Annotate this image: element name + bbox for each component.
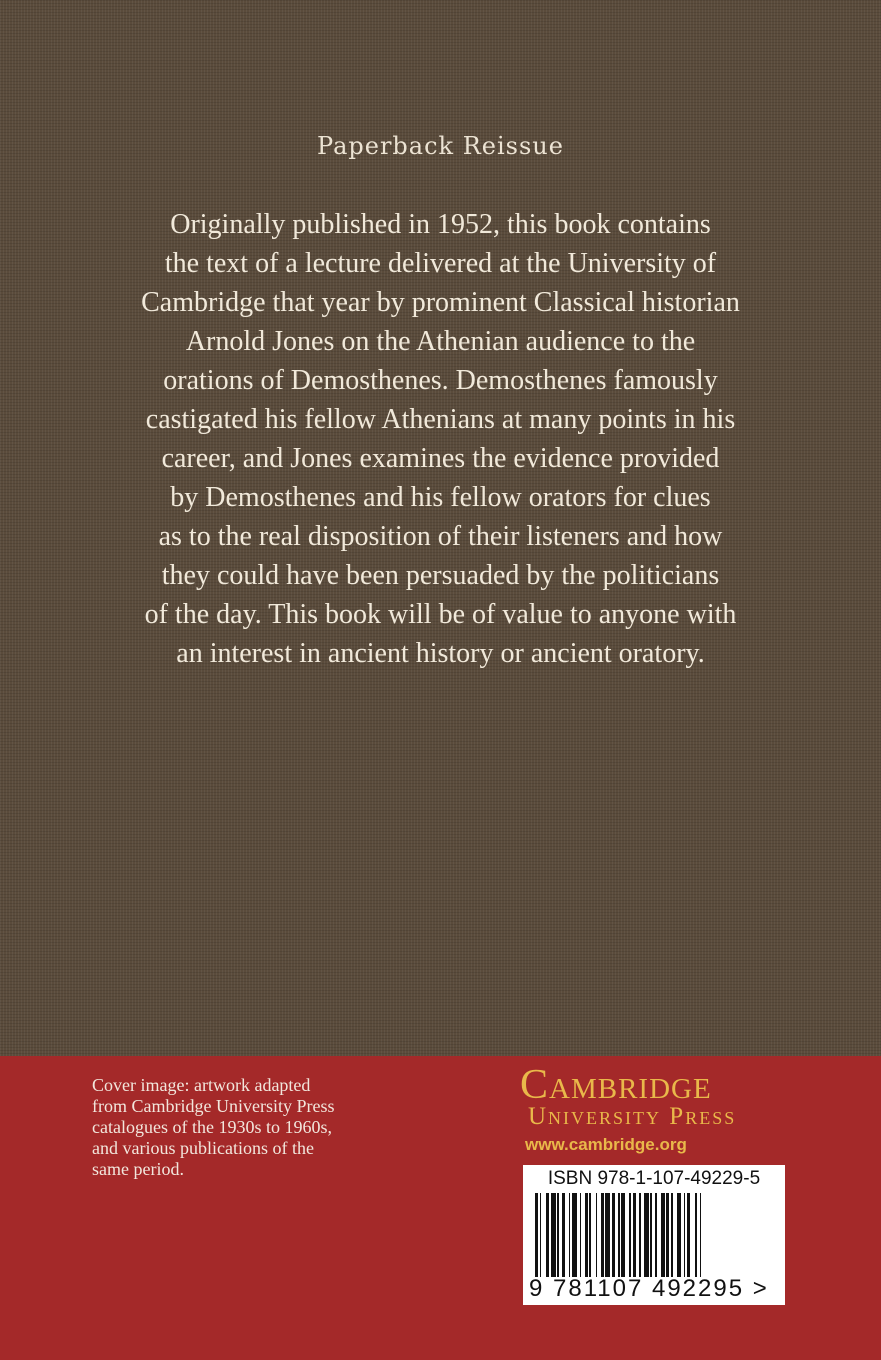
barcode-bar [700,1193,702,1277]
barcode-bar [666,1193,669,1277]
barcode-bar [589,1193,591,1277]
blurb-line: an interest in ancient history or ancient oratory. [176,638,705,669]
barcode-bar [639,1193,641,1277]
blurb-line: as to the real disposition of their listeners and how [158,521,723,552]
barcode-bar [562,1193,565,1277]
barcode-bar [580,1193,582,1277]
barcode-bar [546,1193,549,1277]
barcode-bar [677,1193,680,1277]
barcode-bar [695,1193,697,1277]
barcode-bar [633,1193,636,1277]
blurb-line: the text of a lecture delivered at the University of [164,248,717,279]
barcode-bar [629,1193,631,1277]
ean-digits: 9 781107 492295 > [529,1275,769,1302]
barcode-bar [585,1193,588,1277]
barcode-bar [612,1193,615,1277]
blurb-line: of the day. This book will be of value to anyone with [144,599,737,630]
barcode-bar [650,1193,652,1277]
blurb-line: by Demosthenes and his fellow orators for clues [170,482,711,513]
barcode-bar [644,1193,649,1277]
blurb-line: Cambridge that year by prominent Classical historian [141,287,740,318]
blurb-line: career, and Jones examines the evidence provided [161,443,720,474]
barcode-bar [569,1193,571,1277]
barcode-bar [596,1193,598,1277]
credit-line: Cover image: artwork adapted [92,1075,311,1095]
isbn-label: ISBN 978-1-107-49229-5 [547,1168,761,1189]
barcode-bar [621,1193,624,1277]
barcode-bar [601,1193,604,1277]
publisher-subname [528,1103,788,1131]
barcode-bar [557,1193,559,1277]
credit-line: and various publications of the [92,1138,314,1158]
barcode-bar [572,1193,577,1277]
barcode-bar [618,1193,620,1277]
cover-image-credit [92,1075,382,1180]
credit-line: catalogues of the 1930s to 1960s, [92,1117,332,1137]
barcode-bar [551,1193,556,1277]
barcode-bar [661,1193,664,1277]
barcode-bars [535,1193,777,1277]
blurb-line: orations of Demosthenes. Demosthenes famously [163,365,718,396]
isbn-barcode [523,1165,785,1305]
credit-line: same period. [92,1159,184,1179]
blurb-line: Originally published in 1952, this book contains [170,209,711,240]
barcode-bar [655,1193,657,1277]
credit-line: from Cambridge University Press [92,1096,335,1116]
barcode-bar [684,1193,686,1277]
edition-subtitle: Paperback Reissue [317,132,564,160]
barcode-bar [540,1193,542,1277]
publisher-website: www.cambridge.org [525,1135,687,1154]
publisher-subname-text: University Press [528,1103,737,1130]
barcode-bar [671,1193,673,1277]
barcode-bar [687,1193,690,1277]
blurb-line: they could have been persuaded by the politicians [161,560,720,591]
blurb-line: Arnold Jones on the Athenian audience to the [185,326,696,357]
publisher-name [520,1062,790,1108]
barcode-bar [535,1193,538,1277]
barcode-bar [605,1193,610,1277]
blurb-line: castigated his fellow Athenians at many points in his [145,404,736,435]
publisher-name-text: Cambridge [520,1062,712,1108]
book-description [100,205,781,673]
